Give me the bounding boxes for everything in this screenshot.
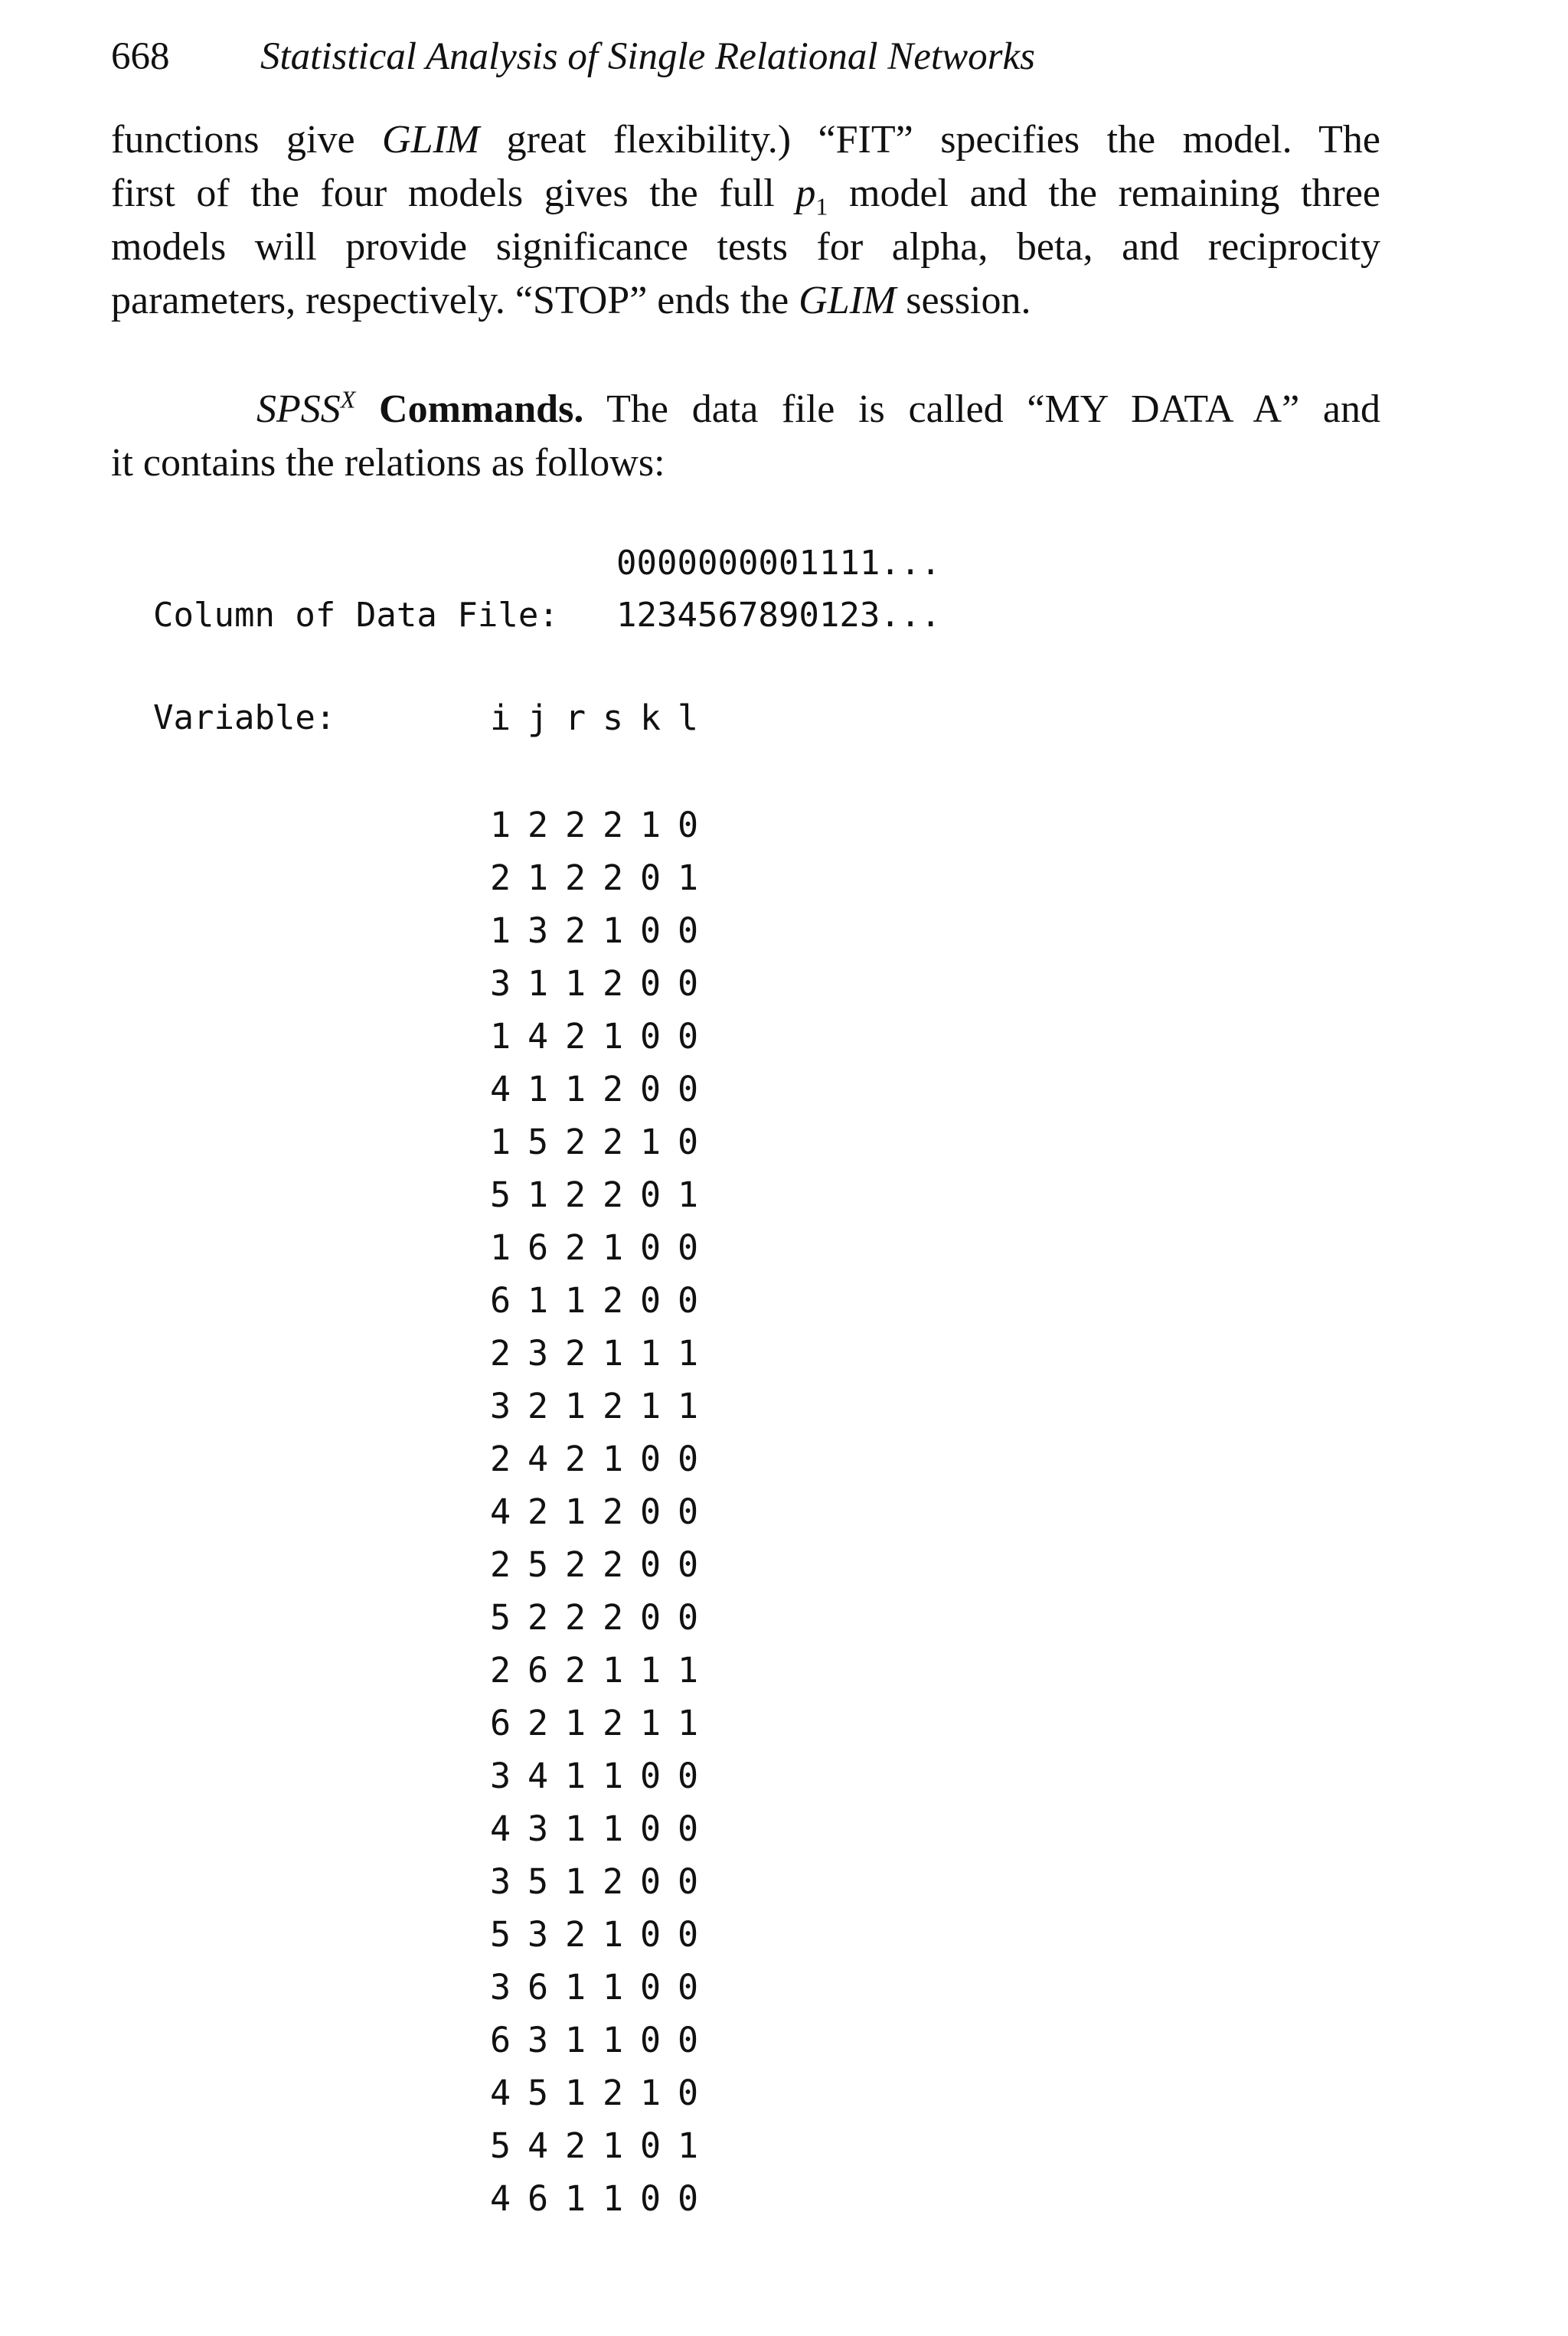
data-cell: 0 — [678, 963, 699, 1004]
data-cell: 1 — [678, 2125, 699, 2166]
data-row — [490, 1281, 715, 1334]
data-cell: 4 — [490, 1069, 511, 1109]
running-head — [111, 34, 1035, 80]
data-cell: 0 — [640, 2125, 662, 2166]
data-cell: 0 — [678, 1756, 699, 1796]
data-cell: 2 — [603, 1122, 624, 1162]
data-cell: 0 — [678, 805, 699, 845]
data-cell: 2 — [490, 858, 511, 898]
data-cell: 0 — [640, 1016, 662, 1057]
data-cell: 0 — [678, 2178, 699, 2219]
data-cell: 1 — [603, 2178, 624, 2219]
data-cell: 1 — [640, 805, 662, 845]
data-cell: 4 — [528, 2125, 549, 2166]
data-cell: 1 — [603, 910, 624, 951]
data-cell: 2 — [603, 1861, 624, 1902]
data-cell: 6 — [490, 1703, 511, 1743]
data-cell: 4 — [528, 1016, 549, 1057]
data-cell: 0 — [640, 1069, 662, 1109]
variable-label: Variable: — [153, 698, 336, 737]
data-row — [490, 1756, 715, 1809]
data-cell: 1 — [565, 1491, 586, 1532]
data-cell: 2 — [603, 805, 624, 845]
data-cell: 1 — [603, 1808, 624, 1849]
data-cell: 1 — [565, 963, 586, 1004]
data-row — [490, 1228, 715, 1281]
data-row — [490, 1122, 715, 1175]
data-cell: 2 — [603, 1491, 624, 1532]
variable-name: i — [490, 698, 511, 738]
data-cell: 2 — [565, 1439, 586, 1479]
data-cell: 1 — [640, 1333, 662, 1374]
data-cell: 0 — [640, 1914, 662, 1955]
data-cell: 1 — [603, 2020, 624, 2060]
data-cell: 2 — [565, 1122, 586, 1162]
data-row — [490, 1439, 715, 1492]
data-cell: 3 — [490, 1756, 511, 1796]
data-cell: 1 — [565, 2178, 586, 2219]
data-row — [490, 2073, 715, 2126]
data-cell: 0 — [640, 1808, 662, 1849]
data-cell: 2 — [565, 1227, 586, 1268]
data-cell: 1 — [490, 805, 511, 845]
column-label: Column of Data File: — [153, 596, 559, 635]
data-cell: 2 — [603, 858, 624, 898]
data-cell: 1 — [565, 2020, 586, 2060]
data-cell: 1 — [603, 1967, 624, 2008]
data-cell: 2 — [528, 1386, 549, 1426]
data-cell: 2 — [603, 1597, 624, 1638]
data-cell: 0 — [640, 1175, 662, 1215]
data-cell: 4 — [528, 1756, 549, 1796]
data-cell: 2 — [565, 1650, 586, 1691]
data-cell: 1 — [528, 1280, 549, 1321]
data-row — [490, 858, 715, 911]
data-row — [490, 1387, 715, 1439]
data-cell: 1 — [528, 1069, 549, 1109]
data-cell: 0 — [678, 1491, 699, 1532]
data-cell: 2 — [565, 1333, 586, 1374]
data-cell: 0 — [640, 1280, 662, 1321]
text-line: $SPSS^X$ Commands. The data file is called “MY DATA A” and — [256, 385, 1381, 431]
data-cell: 1 — [678, 1650, 699, 1691]
data-cell: 0 — [678, 2073, 699, 2113]
data-cell: 0 — [640, 1597, 662, 1638]
data-cell: 2 — [565, 1544, 586, 1585]
data-cell: 1 — [678, 1703, 699, 1743]
data-cell: 0 — [678, 1280, 699, 1321]
variable-name: k — [640, 698, 662, 738]
data-row — [490, 1809, 715, 1862]
data-cell: 1 — [603, 1227, 624, 1268]
data-cell: 0 — [640, 1544, 662, 1585]
data-row — [490, 911, 715, 964]
data-cell: 0 — [678, 1597, 699, 1638]
data-cell: 0 — [640, 1227, 662, 1268]
data-cell: 1 — [565, 1808, 586, 1849]
data-cell: 0 — [678, 1122, 699, 1162]
data-cell: 3 — [528, 1914, 549, 1955]
data-cell: 1 — [490, 1122, 511, 1162]
data-cell: 1 — [603, 1016, 624, 1057]
p1-symbol: p — [795, 172, 816, 215]
variable-name: j — [528, 698, 549, 738]
data-row — [490, 1968, 715, 2021]
data-cell: 5 — [490, 1914, 511, 1955]
data-cell: 2 — [565, 858, 586, 898]
spss-superscript: X — [340, 385, 356, 413]
data-cell: 2 — [565, 1597, 586, 1638]
data-cell: 0 — [678, 910, 699, 951]
data-cell: 2 — [603, 1069, 624, 1109]
data-row — [490, 805, 715, 858]
p1-subscript: 1 — [815, 192, 828, 221]
data-cell: 0 — [678, 1861, 699, 1902]
data-cell: 1 — [678, 1386, 699, 1426]
variable-name: r — [565, 698, 586, 738]
data-cell: 1 — [528, 1175, 549, 1215]
data-cell: 1 — [678, 858, 699, 898]
data-cell: 2 — [528, 1491, 549, 1532]
data-cell: 1 — [678, 1333, 699, 1374]
data-cell: 1 — [528, 858, 549, 898]
text-line: functions give GLIM great flexibility.) “FIT” specifies the model. The — [111, 118, 1380, 162]
text-line: parameters, respectively. “STOP” ends the GLIM session. — [111, 279, 1031, 322]
page-number: 668 — [111, 35, 170, 78]
data-cell: 1 — [603, 1439, 624, 1479]
data-cell: 2 — [603, 963, 624, 1004]
data-cell: 1 — [565, 1386, 586, 1426]
data-cell: 0 — [640, 2020, 662, 2060]
running-title: Statistical Analysis of Single Relational Networks — [260, 35, 1035, 78]
data-row — [490, 2021, 715, 2073]
data-row — [490, 964, 715, 1017]
data-cell: 0 — [678, 1016, 699, 1057]
data-cell: 5 — [490, 1175, 511, 1215]
data-cell: 4 — [490, 1808, 511, 1849]
data-cell: 2 — [528, 1597, 549, 1638]
data-cell: 1 — [565, 1756, 586, 1796]
data-cell: 4 — [490, 1491, 511, 1532]
data-cell: 6 — [528, 2178, 549, 2219]
data-row — [490, 1334, 715, 1387]
data-cell: 0 — [678, 1227, 699, 1268]
data-cell: 1 — [565, 1280, 586, 1321]
data-cell: 1 — [603, 1756, 624, 1796]
data-cell: 4 — [490, 2073, 511, 2113]
data-cell: 5 — [528, 2073, 549, 2113]
data-cell: 5 — [528, 1544, 549, 1585]
data-cell: 0 — [640, 858, 662, 898]
data-cell: 3 — [528, 1808, 549, 1849]
data-cell: 2 — [565, 1016, 586, 1057]
data-cell: 0 — [640, 1491, 662, 1532]
data-cell: 0 — [678, 1439, 699, 1479]
data-cell: 6 — [528, 1967, 549, 2008]
data-cell: 0 — [678, 2020, 699, 2060]
text-line: models will provide significance tests for alpha, beta, and reciprocity — [111, 225, 1380, 269]
variable-names — [490, 698, 715, 738]
data-cell: 3 — [490, 963, 511, 1004]
data-cell: 1 — [603, 1333, 624, 1374]
data-cell: 1 — [640, 1703, 662, 1743]
data-cell: 3 — [528, 910, 549, 951]
data-row — [490, 1915, 715, 1968]
data-cell: 5 — [490, 1597, 511, 1638]
glim-term: GLIM — [382, 118, 480, 162]
data-cell: 2 — [565, 1914, 586, 1955]
data-cell: 2 — [528, 805, 549, 845]
data-cell: 1 — [490, 910, 511, 951]
data-cell: 2 — [603, 1386, 624, 1426]
data-cell: 1 — [678, 1175, 699, 1215]
data-cell: 1 — [603, 2125, 624, 2166]
data-cell: 0 — [678, 1808, 699, 1849]
data-cell: 1 — [603, 1650, 624, 1691]
data-cell: 2 — [603, 1544, 624, 1585]
data-row — [490, 1070, 715, 1122]
data-cell: 2 — [490, 1650, 511, 1691]
paragraph-spss-commands — [111, 383, 1380, 490]
data-cell: 4 — [490, 2178, 511, 2219]
paragraph-glim-fit — [111, 113, 1380, 328]
data-cell: 1 — [640, 2073, 662, 2113]
data-cell: 5 — [528, 1861, 549, 1902]
data-cell: 1 — [490, 1227, 511, 1268]
data-cell: 3 — [490, 1386, 511, 1426]
data-cell: 0 — [640, 1756, 662, 1796]
data-cell: 2 — [565, 2125, 586, 2166]
data-cell: 2 — [565, 910, 586, 951]
data-cell: 2 — [565, 1175, 586, 1215]
data-row — [490, 1598, 715, 1651]
data-cell: 2 — [565, 805, 586, 845]
variable-name: s — [603, 698, 624, 738]
data-cell: 2 — [603, 1280, 624, 1321]
data-cell: 2 — [603, 1703, 624, 1743]
column-ruler-units: 1234567890123... — [616, 596, 941, 635]
data-cell: 3 — [528, 2020, 549, 2060]
data-row — [490, 1704, 715, 1756]
data-cell: 3 — [490, 1967, 511, 2008]
data-cell: 5 — [490, 2125, 511, 2166]
data-cell: 2 — [490, 1439, 511, 1479]
data-row — [490, 1017, 715, 1070]
data-row — [490, 2179, 715, 2232]
data-cell: 4 — [528, 1439, 549, 1479]
data-cell: 3 — [528, 1333, 549, 1374]
data-cell: 6 — [528, 1650, 549, 1691]
data-cell: 5 — [528, 1122, 549, 1162]
data-cell: 1 — [640, 1122, 662, 1162]
data-cell: 0 — [678, 1544, 699, 1585]
data-row — [490, 1545, 715, 1598]
data-row — [490, 1492, 715, 1545]
data-cell: 0 — [678, 1967, 699, 2008]
data-cell: 0 — [640, 1967, 662, 2008]
data-row — [490, 1175, 715, 1228]
data-cell: 2 — [490, 1333, 511, 1374]
data-cell: 1 — [490, 1016, 511, 1057]
data-cell: 6 — [490, 1280, 511, 1321]
section-heading: Commands. — [355, 387, 584, 431]
text-line: first of the four models gives the full $p_1$ model and the remaining three — [111, 172, 1381, 221]
data-row — [490, 1651, 715, 1704]
data-cell: 2 — [603, 1175, 624, 1215]
glim-term: GLIM — [799, 279, 897, 322]
data-cell: 1 — [565, 1069, 586, 1109]
data-cell: 2 — [528, 1703, 549, 1743]
data-cell: 2 — [603, 2073, 624, 2113]
data-cell: 1 — [640, 1650, 662, 1691]
data-cell: 1 — [640, 1386, 662, 1426]
data-cell: 1 — [565, 2073, 586, 2113]
data-cell: 6 — [490, 2020, 511, 2060]
data-cell: 1 — [565, 1703, 586, 1743]
data-cell: 1 — [528, 963, 549, 1004]
data-cell: 6 — [528, 1227, 549, 1268]
data-cell: 3 — [490, 1861, 511, 1902]
data-cell: 0 — [640, 1439, 662, 1479]
data-rows — [490, 805, 715, 2232]
data-cell: 0 — [640, 963, 662, 1004]
column-ruler-tens: 0000000001111... — [616, 544, 941, 583]
data-cell: 2 — [490, 1544, 511, 1585]
data-row — [490, 2126, 715, 2179]
data-cell: 0 — [640, 910, 662, 951]
data-cell: 1 — [603, 1914, 624, 1955]
data-cell: 0 — [678, 1914, 699, 1955]
data-cell: 1 — [565, 1967, 586, 2008]
data-cell: 0 — [678, 1069, 699, 1109]
spss-term: SPSS — [256, 387, 341, 431]
variable-name: l — [678, 698, 699, 738]
text-line: it contains the relations as follows: — [111, 441, 665, 485]
data-cell: 1 — [565, 1861, 586, 1902]
data-cell: 0 — [640, 1861, 662, 1902]
data-cell: 0 — [640, 2178, 662, 2219]
data-row — [490, 1862, 715, 1915]
